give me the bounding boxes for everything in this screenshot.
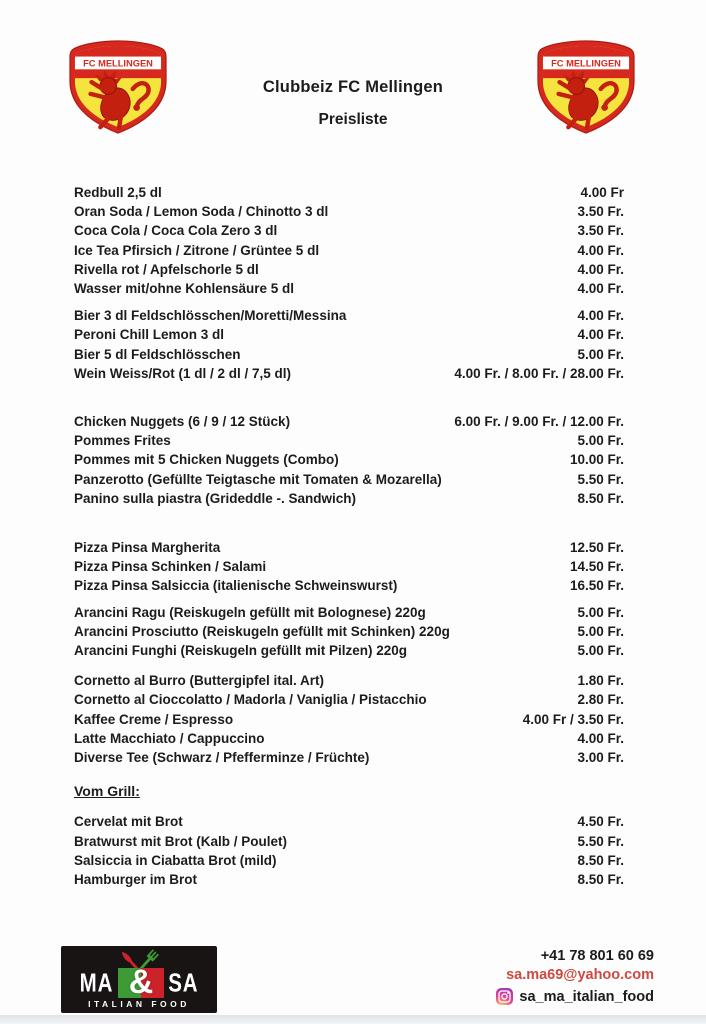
menu-sections: [74, 183, 624, 889]
item-name: Cervelat mit Brot: [74, 814, 183, 830]
item-name: Rivella rot / Apfelschorle 5 dl: [74, 261, 259, 277]
menu-item-row: [74, 748, 624, 767]
menu-section: [74, 538, 624, 596]
menu-item-row: [74, 832, 624, 851]
item-name: Pommes mit 5 Chicken Nuggets (Combo): [74, 452, 339, 468]
item-price: 4.00 Fr.: [577, 730, 624, 746]
item-price: 10.00 Fr.: [569, 452, 624, 468]
menu-item-row: [74, 576, 624, 595]
item-name: Cornetto al Burro (Buttergipfel ital. Art): [74, 673, 324, 689]
item-name: Pizza Pinsa Margherita: [74, 540, 221, 556]
item-name: Pizza Pinsa Salsiccia (italienische Schweinswurst): [74, 578, 398, 594]
menu-item-row: [74, 557, 624, 576]
item-name: Panino sulla piastra (Grideddle -. Sandwich): [74, 490, 357, 506]
item-name: Bratwurst mit Brot (Kalb / Poulet): [74, 833, 288, 849]
page-subtitle: Preisliste: [318, 111, 388, 128]
menu-item-row: [74, 603, 624, 622]
instagram-handle: sa_ma_italian_food: [519, 988, 654, 1005]
menu-item-row: [74, 412, 624, 431]
item-name: Arancini Prosciutto (Reiskugeln gefüllt mit Schinken) 220g: [74, 623, 450, 639]
item-price: 8.50 Fr.: [577, 852, 624, 868]
item-price: 8.50 Fr.: [577, 872, 624, 888]
item-price: 4.00 Fr. / 8.00 Fr. / 28.00 Fr.: [454, 365, 624, 381]
item-price: 4.00 Fr.: [577, 261, 624, 277]
logo-ma-text: MA: [79, 967, 114, 998]
menu-item-row: [74, 202, 624, 221]
menu-section: [74, 412, 624, 508]
item-name: Panzerotto (Gefüllte Teigtasche mit Tomaten & Mozarella): [74, 471, 442, 487]
menu-item-row: [74, 364, 624, 383]
item-price: 3.00 Fr.: [577, 750, 624, 766]
item-price: 4.00 Fr.: [577, 308, 624, 324]
item-price: 4.00 Fr.: [577, 242, 624, 258]
item-price: 2.80 Fr.: [577, 692, 624, 708]
phone-number: +41 78 801 60 69: [540, 948, 654, 964]
section-heading: Vom Grill:: [74, 783, 140, 800]
menu-item-row: [74, 641, 624, 660]
item-price: 8.50 Fr.: [577, 490, 624, 506]
item-price: 5.50 Fr.: [577, 471, 624, 487]
item-name: Arancini Funghi (Reiskugeln gefüllt mit Pilzen) 220g: [74, 643, 408, 659]
item-name: Chicken Nuggets (6 / 9 / 12 Stück): [74, 414, 291, 430]
menu-item-row: [74, 260, 624, 279]
menu-item-row: [74, 431, 624, 450]
item-name: Oran Soda / Lemon Soda / Chinotto 3 dl: [74, 204, 329, 220]
item-name: Peroni Chill Lemon 3 dl: [74, 327, 225, 343]
item-name: Hamburger im Brot: [74, 872, 198, 888]
menu-item-row: [74, 241, 624, 260]
menu-section: [74, 782, 624, 889]
item-price: 6.00 Fr. / 9.00 Fr. / 12.00 Fr.: [454, 414, 624, 430]
email-address: sa.ma69@yahoo.com: [506, 967, 654, 983]
menu-item-row: [74, 851, 624, 870]
item-price: 4.00 Fr.: [577, 327, 624, 343]
menu-item-row: [74, 622, 624, 641]
menu-item-row: [74, 690, 624, 709]
item-name: Coca Cola / Coca Cola Zero 3 dl: [74, 223, 278, 239]
item-name: Ice Tea Pfirsich / Zitrone / Grüntee 5 dl: [74, 242, 320, 258]
logo-italy-squares: [118, 963, 164, 1001]
menu-item-row: [74, 812, 624, 831]
menu-section: [74, 603, 624, 661]
item-price: 4.00 Fr: [580, 185, 624, 200]
menu-item-row: [74, 221, 624, 240]
menu-item-row: [74, 325, 624, 344]
item-price: 5.00 Fr.: [577, 623, 624, 639]
item-name: Salsiccia in Ciabatta Brot (mild): [74, 852, 277, 868]
item-price: 3.50 Fr.: [577, 204, 624, 220]
item-price: 5.00 Fr.: [577, 604, 624, 620]
instagram-icon: [496, 988, 513, 1005]
item-name: Bier 5 dl Feldschlösschen: [74, 346, 241, 362]
logo-ampersand: &: [128, 963, 154, 1001]
item-price: 12.50 Fr.: [569, 540, 624, 556]
masa-logo-wordmark: [61, 963, 217, 1001]
item-price: 4.50 Fr.: [577, 814, 624, 830]
instagram-row: [496, 988, 654, 1005]
item-name: Pizza Pinsa Schinken / Salami: [74, 559, 267, 575]
menu-item-row: [74, 306, 624, 325]
menu-section: [74, 183, 624, 298]
item-price: 5.50 Fr.: [577, 833, 624, 849]
menu-item-row: [74, 279, 624, 298]
item-price: 5.00 Fr.: [577, 643, 624, 659]
menu-item-row: [74, 538, 624, 557]
item-name: Wein Weiss/Rot (1 dl / 2 dl / 7,5 dl): [74, 365, 292, 381]
page-title: Clubbeiz FC Mellingen: [262, 78, 444, 96]
menu-section: [74, 306, 624, 383]
item-price: 5.00 Fr.: [577, 433, 624, 449]
menu-item-row: [74, 710, 624, 729]
item-name: Kaffee Creme / Espresso: [74, 711, 234, 727]
menu-section: [74, 671, 624, 767]
masa-logo: [61, 946, 217, 1013]
menu-item-row: [74, 489, 624, 508]
item-price: 5.00 Fr.: [577, 346, 624, 362]
item-price: 3.50 Fr.: [577, 223, 624, 239]
item-price: 4.00 Fr / 3.50 Fr.: [522, 711, 624, 727]
photo-bottom-edge: [0, 1015, 706, 1024]
menu-item-row: [74, 470, 624, 489]
item-price: 1.80 Fr.: [577, 673, 624, 689]
item-price: 4.00 Fr.: [577, 281, 624, 297]
contact-block: [496, 948, 654, 1005]
menu-item-row: [74, 345, 624, 364]
item-name: Diverse Tee (Schwarz / Pfefferminze / Früchte): [74, 750, 370, 766]
item-name: Pommes Frites: [74, 433, 171, 449]
menu-item-row: [74, 183, 624, 202]
item-name: Bier 3 dl Feldschlösschen/Moretti/Messina: [74, 308, 347, 324]
menu-item-row: [74, 729, 624, 748]
item-name: Latte Macchiato / Cappuccino: [74, 730, 265, 746]
menu-item-row: [74, 671, 624, 690]
logo-tagline: ITALIAN FOOD: [88, 999, 190, 1009]
item-price: 14.50 Fr.: [569, 559, 624, 575]
item-name: Wasser mit/ohne Kohlensäure 5 dl: [74, 281, 295, 297]
menu-item-row: [74, 450, 624, 469]
item-price: 16.50 Fr.: [569, 578, 624, 594]
menu-item-row: [74, 870, 624, 889]
logo-sa-text: SA: [168, 967, 199, 998]
item-name: Redbull 2,5 dl: [74, 185, 162, 200]
item-name: Cornetto al Cioccolatto / Madorla / Vaniglia / Pistacchio: [74, 692, 427, 708]
item-name: Arancini Ragu (Reiskugeln gefüllt mit Bolognese) 220g: [74, 604, 426, 620]
